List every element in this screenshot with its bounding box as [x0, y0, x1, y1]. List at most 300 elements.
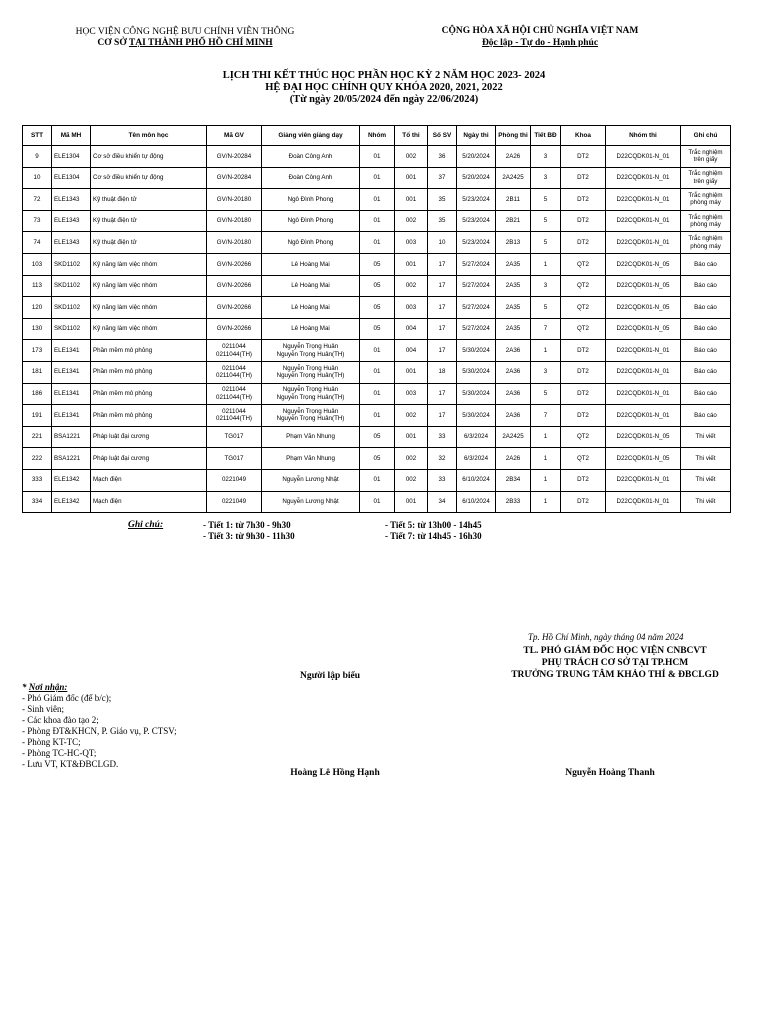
table-cell: 1 — [531, 448, 561, 470]
table-cell: Phạm Văn Nhung — [262, 426, 360, 448]
column-header: Nhóm thi — [606, 126, 681, 146]
recipients-list — [22, 693, 177, 770]
table-cell: ELE1341 — [52, 383, 91, 405]
table-cell: 18 — [428, 361, 457, 383]
table-cell: Đoàn Công Anh — [262, 146, 360, 168]
table-cell: DT2 — [561, 189, 606, 211]
table-cell: 2A2425 — [496, 167, 531, 189]
table-cell: 74 — [23, 232, 52, 254]
table-cell: 05 — [360, 275, 395, 297]
table-cell: QT2 — [561, 253, 606, 275]
table-cell: Ngô Đình Phong — [262, 189, 360, 211]
approver-name: Nguyễn Hoàng Thanh — [565, 768, 655, 778]
table-cell: 5/30/2024 — [457, 383, 496, 405]
table-cell: 10 — [428, 232, 457, 254]
table-cell: Cơ sở điều khiển tự động — [91, 146, 207, 168]
table-cell: D22CQDK01-N_01 — [606, 340, 681, 362]
table-cell: Kỹ năng làm việc nhóm — [91, 253, 207, 275]
table-cell: Nguyễn Lương Nhật — [262, 469, 360, 491]
table-cell: Kỹ thuật điện tử — [91, 210, 207, 232]
table-cell: Trắc nghiệm trên giấy — [681, 167, 731, 189]
table-cell: ELE1304 — [52, 167, 91, 189]
table-cell: Cơ sở điều khiển tự động — [91, 167, 207, 189]
table-cell: 5 — [531, 210, 561, 232]
table-cell: Thi viết — [681, 469, 731, 491]
table-row — [23, 361, 731, 383]
table-cell: 5/27/2024 — [457, 253, 496, 275]
table-cell: 33 — [428, 469, 457, 491]
table-cell: 7 — [531, 318, 561, 340]
table-row — [23, 189, 731, 211]
recipient-item: - Lưu VT, KT&ĐBCLGD. — [22, 759, 119, 769]
recipient-item: - Phó Giám đốc (để b/c); — [22, 693, 112, 703]
org-name: HỌC VIỆN CÔNG NGHỆ BƯU CHÍNH VIỄN THÔNG — [75, 27, 295, 37]
table-cell: TG017 — [207, 426, 262, 448]
table-cell: GV/N-20284 — [207, 167, 262, 189]
table-cell: 5 — [531, 232, 561, 254]
table-cell: DT2 — [561, 232, 606, 254]
recipient-item: - Sinh viên; — [22, 704, 64, 714]
table-cell: 1 — [531, 426, 561, 448]
table-cell: 004 — [395, 340, 428, 362]
table-cell: 130 — [23, 318, 52, 340]
table-cell: D22CQDK01-N_01 — [606, 232, 681, 254]
table-cell: Lê Hoàng Mai — [262, 253, 360, 275]
table-cell: D22CQDK01-N_01 — [606, 146, 681, 168]
approver-title-line-3: TRƯỞNG TRUNG TÂM KHẢO THÍ & ĐBCLGD — [511, 670, 719, 680]
table-cell: 191 — [23, 405, 52, 427]
preparer-name: Hoàng Lê Hồng Hạnh — [290, 768, 380, 778]
table-cell: Trắc nghiệm phòng máy — [681, 210, 731, 232]
table-cell: GV/N-20180 — [207, 232, 262, 254]
column-header: Tên môn học — [91, 126, 207, 146]
table-cell: 5/23/2024 — [457, 232, 496, 254]
table-row — [23, 491, 731, 513]
table-cell: Kỹ năng làm việc nhóm — [91, 275, 207, 297]
table-row — [23, 275, 731, 297]
table-cell: 5/27/2024 — [457, 318, 496, 340]
table-cell: 73 — [23, 210, 52, 232]
table-cell: 004 — [395, 318, 428, 340]
table-cell: D22CQDK01-N_01 — [606, 210, 681, 232]
org-branch: CƠ SỞ TẠI THÀNH PHỐ HỒ CHÍ MINH — [97, 38, 273, 48]
table-cell: ELE1342 — [52, 491, 91, 513]
table-cell: 333 — [23, 469, 52, 491]
table-row — [23, 167, 731, 189]
table-cell: 5/20/2024 — [457, 146, 496, 168]
table-row — [23, 232, 731, 254]
table-cell: GV/N-20266 — [207, 275, 262, 297]
table-cell: 001 — [395, 491, 428, 513]
table-cell: 222 — [23, 448, 52, 470]
table-cell: D22CQDK01-N_05 — [606, 448, 681, 470]
table-cell: 5 — [531, 383, 561, 405]
table-cell: 01 — [360, 146, 395, 168]
table-cell: 17 — [428, 297, 457, 319]
table-cell: 334 — [23, 491, 52, 513]
table-cell: 32 — [428, 448, 457, 470]
table-cell: 001 — [395, 426, 428, 448]
table-cell: 5/30/2024 — [457, 361, 496, 383]
table-cell: Trắc nghiệm trên giấy — [681, 146, 731, 168]
table-cell: 181 — [23, 361, 52, 383]
table-cell: Báo cáo — [681, 275, 731, 297]
table-cell: 6/3/2024 — [457, 448, 496, 470]
table-cell: 05 — [360, 253, 395, 275]
table-cell: 01 — [360, 469, 395, 491]
table-cell: QT2 — [561, 275, 606, 297]
table-cell: Phần mềm mô phỏng — [91, 383, 207, 405]
table-cell: ELE1341 — [52, 405, 91, 427]
table-cell: 2A36 — [496, 383, 531, 405]
table-cell: ELE1343 — [52, 210, 91, 232]
table-cell: 173 — [23, 340, 52, 362]
table-cell: 001 — [395, 361, 428, 383]
table-cell: 5/30/2024 — [457, 340, 496, 362]
recipient-item: - Phòng KT-TC; — [22, 737, 81, 747]
table-cell: 2B11 — [496, 189, 531, 211]
table-cell: 34 — [428, 491, 457, 513]
column-header: Ghi chú — [681, 126, 731, 146]
table-cell: 17 — [428, 275, 457, 297]
table-cell: 002 — [395, 448, 428, 470]
table-row — [23, 383, 731, 405]
table-cell: GV/N-20180 — [207, 189, 262, 211]
table-cell: 5/23/2024 — [457, 189, 496, 211]
title-line-1: LỊCH THI KẾT THÚC HỌC PHẦN HỌC KỲ 2 NĂM HỌC 2023- 2024 — [222, 70, 546, 81]
table-cell: 002 — [395, 275, 428, 297]
table-cell: 01 — [360, 167, 395, 189]
table-cell: 01 — [360, 405, 395, 427]
table-cell: BSA1221 — [52, 426, 91, 448]
table-cell: SKD1102 — [52, 318, 91, 340]
table-cell: DT2 — [561, 469, 606, 491]
table-cell: 17 — [428, 318, 457, 340]
table-cell: 6/10/2024 — [457, 469, 496, 491]
recipient-item: - Phòng ĐT&KHCN, P. Giáo vụ, P. CTSV; — [22, 726, 177, 736]
table-cell: QT2 — [561, 297, 606, 319]
table-cell: Ngô Đình Phong — [262, 210, 360, 232]
table-cell: 5/30/2024 — [457, 405, 496, 427]
table-cell: Mạch điện — [91, 469, 207, 491]
table-cell: 2A36 — [496, 361, 531, 383]
table-row — [23, 253, 731, 275]
table-cell: Thi viết — [681, 448, 731, 470]
note-period-5: - Tiết 5: từ 13h00 - 14h45 — [385, 520, 482, 530]
table-cell: 2B33 — [496, 491, 531, 513]
table-cell: D22CQDK01-N_01 — [606, 383, 681, 405]
table-cell: 2A2425 — [496, 426, 531, 448]
column-header: Mã MH — [52, 126, 91, 146]
table-cell: DT2 — [561, 405, 606, 427]
table-cell: D22CQDK01-N_05 — [606, 275, 681, 297]
table-cell: TG017 — [207, 448, 262, 470]
table-cell: Lê Hoàng Mai — [262, 297, 360, 319]
approver-title — [490, 645, 740, 681]
table-cell: ELE1343 — [52, 232, 91, 254]
table-cell: Nguyễn Trọng Huân Nguyễn Trọng Huân(TH) — [262, 383, 360, 405]
approver-title-line-2: PHỤ TRÁCH CƠ SỞ TẠI TP.HCM — [541, 658, 689, 668]
column-header: Mã GV — [207, 126, 262, 146]
table-body — [23, 146, 731, 513]
table-cell: GV/N-20284 — [207, 146, 262, 168]
column-header: Tổ thi — [395, 126, 428, 146]
table-cell: 01 — [360, 383, 395, 405]
table-cell: Nguyễn Lương Nhật — [262, 491, 360, 513]
table-cell: 003 — [395, 297, 428, 319]
table-cell: 113 — [23, 275, 52, 297]
table-cell: Trắc nghiệm phòng máy — [681, 189, 731, 211]
table-cell: Đoàn Công Anh — [262, 167, 360, 189]
table-cell: 001 — [395, 189, 428, 211]
table-cell: 1 — [531, 340, 561, 362]
table-cell: Lê Hoàng Mai — [262, 318, 360, 340]
table-cell: GV/N-20180 — [207, 210, 262, 232]
table-cell: 0221049 — [207, 469, 262, 491]
approver-title-line-1: TL. PHÓ GIÁM ĐỐC HỌC VIỆN CNBCVT — [523, 646, 707, 656]
table-cell: 0211044 0211044(TH) — [207, 383, 262, 405]
table-cell: 5/20/2024 — [457, 167, 496, 189]
country-name: CỘNG HÒA XÃ HỘI CHỦ NGHĨA VIỆT NAM — [441, 26, 639, 36]
table-cell: ELE1304 — [52, 146, 91, 168]
table-cell: 2A35 — [496, 297, 531, 319]
table-cell: 3 — [531, 275, 561, 297]
table-cell: GV/N-20266 — [207, 297, 262, 319]
table-cell: D22CQDK01-N_05 — [606, 297, 681, 319]
table-row — [23, 146, 731, 168]
table-cell: 0211044 0211044(TH) — [207, 405, 262, 427]
column-header: Tiết BĐ — [531, 126, 561, 146]
table-cell: 6/10/2024 — [457, 491, 496, 513]
table-cell: 2B34 — [496, 469, 531, 491]
table-cell: DT2 — [561, 210, 606, 232]
table-cell: 72 — [23, 189, 52, 211]
table-cell: Nguyễn Trọng Huân Nguyễn Trọng Huân(TH) — [262, 405, 360, 427]
table-cell: 3 — [531, 146, 561, 168]
table-cell: 0211044 0211044(TH) — [207, 340, 262, 362]
table-cell: D22CQDK01-N_01 — [606, 491, 681, 513]
table-cell: D22CQDK01-N_01 — [606, 167, 681, 189]
table-cell: 120 — [23, 297, 52, 319]
table-cell: ELE1342 — [52, 469, 91, 491]
table-cell: 002 — [395, 210, 428, 232]
table-cell: 002 — [395, 405, 428, 427]
column-header: Khoa — [561, 126, 606, 146]
table-cell: 001 — [395, 167, 428, 189]
table-cell: 0221049 — [207, 491, 262, 513]
table-cell: Phần mềm mô phỏng — [91, 361, 207, 383]
recipients-label: * Nơi nhận: — [22, 682, 68, 692]
table-cell: 221 — [23, 426, 52, 448]
table-cell: 1 — [531, 491, 561, 513]
notes-periods-right — [385, 520, 482, 542]
table-cell: 7 — [531, 405, 561, 427]
table-cell: 2A26 — [496, 448, 531, 470]
table-row — [23, 426, 731, 448]
table-cell: 3 — [531, 361, 561, 383]
table-cell: DT2 — [561, 383, 606, 405]
table-cell: 2B13 — [496, 232, 531, 254]
table-cell: ELE1341 — [52, 340, 91, 362]
table-cell: Báo cáo — [681, 340, 731, 362]
column-header: STT — [23, 126, 52, 146]
table-row — [23, 405, 731, 427]
table-cell: 2B21 — [496, 210, 531, 232]
place-date: Tp. Hồ Chí Minh, ngày tháng 04 năm 2024 — [528, 632, 684, 642]
notes-label: Ghi chú: — [128, 520, 164, 530]
table-cell: 33 — [428, 426, 457, 448]
table-cell: D22CQDK01-N_05 — [606, 318, 681, 340]
table-cell: 36 — [428, 146, 457, 168]
table-header-row — [23, 126, 731, 146]
table-cell: D22CQDK01-N_05 — [606, 253, 681, 275]
column-header: Số SV — [428, 126, 457, 146]
table-cell: 002 — [395, 469, 428, 491]
table-cell: BSA1221 — [52, 448, 91, 470]
table-cell: 2A26 — [496, 146, 531, 168]
table-cell: SKD1102 — [52, 297, 91, 319]
table-cell: 5 — [531, 297, 561, 319]
table-cell: Phần mềm mô phỏng — [91, 405, 207, 427]
table-cell: Kỹ năng làm việc nhóm — [91, 318, 207, 340]
table-cell: Báo cáo — [681, 297, 731, 319]
table-row — [23, 210, 731, 232]
table-cell: 1 — [531, 469, 561, 491]
table-cell: 10 — [23, 167, 52, 189]
table-cell: 1 — [531, 253, 561, 275]
table-cell: Báo cáo — [681, 405, 731, 427]
table-cell: 186 — [23, 383, 52, 405]
table-cell: 2A35 — [496, 253, 531, 275]
table-cell: 3 — [531, 167, 561, 189]
national-motto: Độc lập - Tự do - Hạnh phúc — [481, 38, 599, 48]
table-cell: 2A35 — [496, 318, 531, 340]
organization-header — [60, 27, 310, 49]
note-period-7: - Tiết 7: từ 14h45 - 16h30 — [385, 531, 482, 541]
table-cell: Phần mềm mô phỏng — [91, 340, 207, 362]
table-cell: DT2 — [561, 340, 606, 362]
table-cell: Pháp luật đại cương — [91, 426, 207, 448]
table-cell: 05 — [360, 297, 395, 319]
table-cell: DT2 — [561, 491, 606, 513]
table-cell: D22CQDK01-N_01 — [606, 361, 681, 383]
table-cell: 05 — [360, 448, 395, 470]
column-header: Phòng thi — [496, 126, 531, 146]
table-cell: Nguyễn Trọng Huân Nguyễn Trọng Huân(TH) — [262, 340, 360, 362]
column-header: Nhóm — [360, 126, 395, 146]
title-line-2: HỆ ĐẠI HỌC CHÍNH QUY KHÓA 2020, 2021, 2022 — [265, 82, 503, 93]
recipient-item: - Các khoa đào tạo 2; — [22, 715, 99, 725]
table-cell: GV/N-20266 — [207, 253, 262, 275]
table-cell: 17 — [428, 340, 457, 362]
table-cell: 6/3/2024 — [457, 426, 496, 448]
table-cell: QT2 — [561, 426, 606, 448]
table-cell: Báo cáo — [681, 253, 731, 275]
table-cell: DT2 — [561, 361, 606, 383]
table-row — [23, 469, 731, 491]
table-cell: Báo cáo — [681, 361, 731, 383]
table-row — [23, 448, 731, 470]
table-cell: 05 — [360, 318, 395, 340]
table-cell: Lê Hoàng Mai — [262, 275, 360, 297]
table-cell: Kỹ năng làm việc nhóm — [91, 297, 207, 319]
title-line-3: (Từ ngày 20/05/2024 đến ngày 22/06/2024) — [289, 94, 479, 105]
table-cell: Kỹ thuật điện tử — [91, 232, 207, 254]
table-cell: 35 — [428, 189, 457, 211]
table-cell: ELE1341 — [52, 361, 91, 383]
table-cell: QT2 — [561, 318, 606, 340]
table-cell: Nguyễn Trọng Huân Nguyễn Trọng Huân(TH) — [262, 361, 360, 383]
table-cell: Thi viết — [681, 491, 731, 513]
table-cell: 5 — [531, 189, 561, 211]
table-cell: Báo cáo — [681, 318, 731, 340]
table-cell: 01 — [360, 210, 395, 232]
table-cell: Pháp luật đại cương — [91, 448, 207, 470]
table-cell: Báo cáo — [681, 383, 731, 405]
table-cell: 35 — [428, 210, 457, 232]
table-cell: 01 — [360, 361, 395, 383]
table-cell: 103 — [23, 253, 52, 275]
table-cell: Kỹ thuật điện tử — [91, 189, 207, 211]
table-cell: DT2 — [561, 167, 606, 189]
table-cell: 2A36 — [496, 405, 531, 427]
table-cell: Trắc nghiệm phòng máy — [681, 232, 731, 254]
table-cell: 01 — [360, 491, 395, 513]
notes-periods-left — [203, 520, 295, 542]
table-cell: DT2 — [561, 146, 606, 168]
table-cell: 5/23/2024 — [457, 210, 496, 232]
note-period-3: - Tiết 3: từ 9h30 - 11h30 — [203, 531, 295, 541]
table-cell: 003 — [395, 232, 428, 254]
table-cell: 002 — [395, 146, 428, 168]
table-cell: D22CQDK01-N_05 — [606, 426, 681, 448]
recipients-block — [22, 682, 177, 770]
table-cell: 17 — [428, 253, 457, 275]
table-cell: 01 — [360, 340, 395, 362]
table-cell: 01 — [360, 189, 395, 211]
preparer-title: Người lập biểu — [299, 671, 361, 681]
table-cell: 05 — [360, 426, 395, 448]
table-cell: Ngô Đình Phong — [262, 232, 360, 254]
table-cell: 5/27/2024 — [457, 275, 496, 297]
document-title — [0, 70, 768, 106]
table-cell: SKD1102 — [52, 275, 91, 297]
column-header: Ngày thi — [457, 126, 496, 146]
table-row — [23, 340, 731, 362]
table-cell: 5/27/2024 — [457, 297, 496, 319]
table-cell: 37 — [428, 167, 457, 189]
table-cell: 9 — [23, 146, 52, 168]
table-cell: D22CQDK01-N_01 — [606, 189, 681, 211]
table-cell: 17 — [428, 383, 457, 405]
table-cell: 2A36 — [496, 340, 531, 362]
table-cell: Phạm Văn Nhung — [262, 448, 360, 470]
table-cell: 01 — [360, 232, 395, 254]
table-row — [23, 318, 731, 340]
table-cell: D22CQDK01-N_01 — [606, 405, 681, 427]
recipient-item: - Phòng TC-HC-QT; — [22, 748, 97, 758]
table-row — [23, 297, 731, 319]
column-header: Giảng viên giảng dạy — [262, 126, 360, 146]
exam-schedule-table — [22, 125, 731, 513]
table-cell: SKD1102 — [52, 253, 91, 275]
note-period-1: - Tiết 1: từ 7h30 - 9h30 — [203, 520, 291, 530]
table-cell: Mạch điện — [91, 491, 207, 513]
table-cell: 2A35 — [496, 275, 531, 297]
national-header — [415, 25, 665, 49]
table-cell: 003 — [395, 383, 428, 405]
table-cell: D22CQDK01-N_01 — [606, 469, 681, 491]
